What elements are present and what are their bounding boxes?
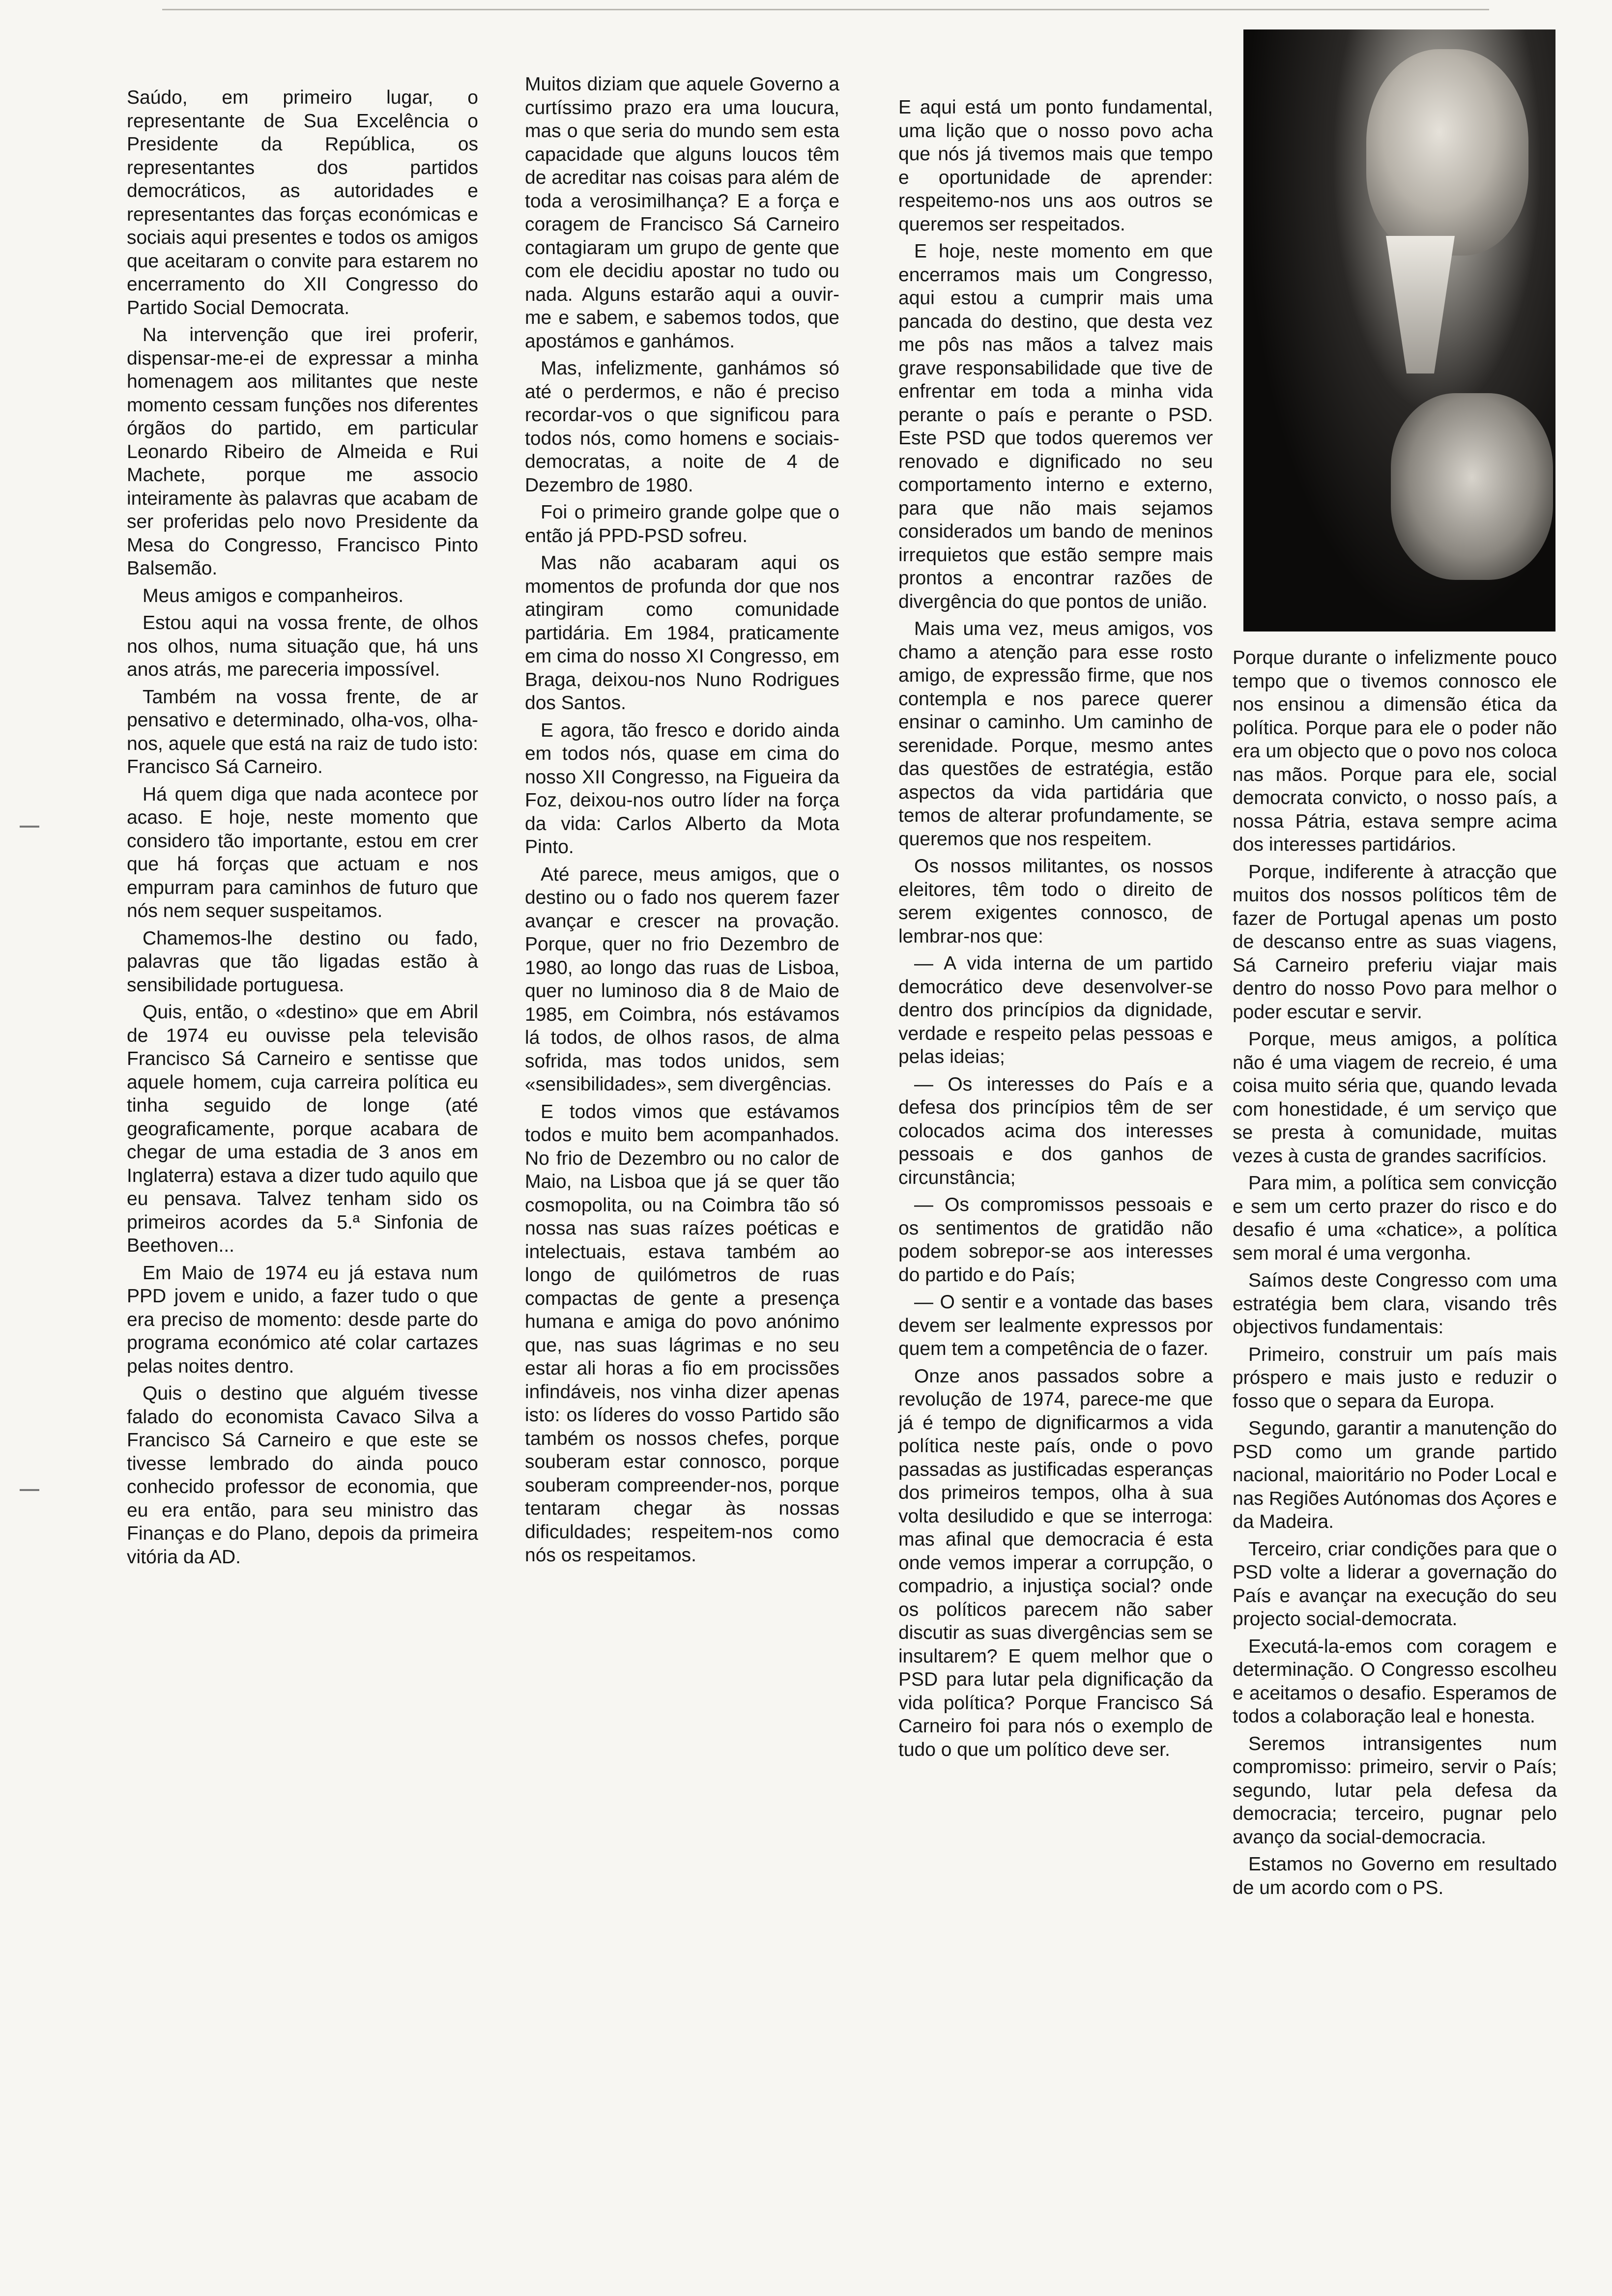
article-column-3 (898, 96, 1213, 1765)
portrait-photo (1243, 29, 1555, 631)
paragraph: Porque, meus amigos, a política não é uma viagem de recreio, é uma coisa muito séria que, quando levada com honestidade, é um serviço que se presta à comunidade, muitas vezes à custa de grandes sacrifícios. (1233, 1029, 1557, 1167)
paragraph: Primeiro, construir um país mais próspero e mais justo e reduzir o fosso que o separa da Europa. (1233, 1344, 1557, 1412)
paragraph: Para mim, a política sem convicção e sem um certo prazer do risco e do desafio é uma «chatice», a política sem moral é uma vergonha. (1233, 1173, 1557, 1264)
scan-mark (20, 1489, 39, 1491)
paragraph: Os nossos militantes, os nossos eleitores, têm todo o direito de serem exigentes connosco, de lembrar-nos que: (898, 856, 1213, 947)
portrait-hand (1391, 393, 1553, 580)
article-column-4 (1233, 646, 1557, 1903)
paragraph: Meus amigos e companheiros. (143, 585, 404, 606)
paragraph: Na intervenção que irei proferir, dispensar-me-ei de expressar a minha homenagem aos militantes que neste momento cessam funções nos diferentes órgãos do partido, em particular Leonardo Ribeiro de Almeida e Rui Machete, porque me associo inteiramente às palavras que acabam de ser proferidas pelo novo Presidente da Mesa do Congresso, Francisco Pinto Balsemão. (127, 324, 478, 579)
paragraph: Estou aqui na vossa frente, de olhos nos olhos, numa situação que, há uns anos atrás, me pareceria impossível. (127, 612, 478, 680)
paragraph: Saúdo, em primeiro lugar, o representante de Sua Excelência o Presidente da República, os representantes dos partidos democráticos, as autoridades e representantes das forças económicas e sociais aqui presentes e todos os amigos que aceitaram o convite para estarem no encerramento do XII Congresso do Partido Social Democrata. (127, 87, 478, 318)
portrait-collar (1386, 236, 1455, 373)
paragraph: Segundo, garantir a manutenção do PSD como um grande partido nacional, maioritário no Poder Local e nas Regiões Autónomas dos Açores e da Madeira. (1233, 1418, 1557, 1532)
paragraph: Há quem diga que nada acontece por acaso. E hoje, neste momento que considero tão importante, estou em crer que há forças que actuam e nos empurram para caminhos de futuro que nós nem sequer suspeitamos. (127, 783, 478, 921)
paragraph: — O sentir e a vontade das bases devem ser lealmente expressos por quem tem a competência de o fazer. (898, 1292, 1213, 1359)
paragraph: — Os compromissos pessoais e os sentimentos de gratidão não podem sobrepor-se aos interesses do partido e do País; (898, 1194, 1213, 1286)
paragraph: Onze anos passados sobre a revolução de 1974, parece-me que já é tempo de dignificarmos a vida política neste país, onde o povo passadas as justificadas esperanças dos primeiros tempos, olha à sua volta desiludido e que se interroga: mas afinal que democracia é esta onde vemos imperar a corrupção, o compadrio, a injustiça social? onde os políticos parecem não saber discutir as suas divergências sem se insultarem? E quem melhor que o PSD para lutar pela dignificação da vida política? Porque Francisco Sá Carneiro foi para nós o exemplo de tudo o que um político deve ser. (898, 1365, 1213, 1760)
paragraph: Muitos diziam que aquele Governo a curtíssimo prazo era uma loucura, mas o que seria do mundo sem esta capacidade que alguns loucos têm de acreditar nas coisas para além de toda a verosimilhança? E a força e coragem de Francisco Sá Carneiro contagiaram um grupo de gente que com ele decidiu apostar no tudo ou nada. Alguns estarão aqui a ouvir-me e sabem, e sabemos todos, que apostámos e ganhámos. (525, 74, 839, 352)
paragraph: Mas, infelizmente, ganhámos só até o perdermos, e não é preciso recordar-vos o que significou para todos nós, como homens e sociais-democratas, a noite de 4 de Dezembro de 1980. (525, 358, 839, 496)
paragraph: Seremos intransigentes num compromisso: primeiro, servir o País; segundo, lutar pela defesa da democracia; terceiro, pugnar pelo avanço da social-democracia. (1233, 1733, 1557, 1848)
paragraph: Quis, então, o «destino» que em Abril de 1974 eu ouvisse pela televisão Francisco Sá Carneiro e sentisse que aquele homem, cuja carreira política eu tinha seguido de longe (até geograficamente, porque acabara de chegar de uma estadia de 3 anos em Inglaterra) estava a dizer tudo aquilo que eu pensava. Talvez tenham sido os primeiros acordes da 5.ª Sinfonia de Beethoven... (127, 1002, 478, 1256)
paragraph: Foi o primeiro grande golpe que o então já PPD-PSD sofreu. (525, 502, 839, 546)
scan-mark (20, 826, 39, 828)
paragraph: Porque durante o infelizmente pouco tempo que o tivemos connosco ele nos ensinou a dimensão ética da política. Porque para ele o poder não era um objecto que o povo nos coloca nas mãos. Porque para ele, social democrata convicto, o nosso país, a nossa Pátria, estava sempre acima dos interesses partidários. (1233, 647, 1557, 855)
paragraph: Em Maio de 1974 eu já estava num PPD jovem e unido, a fazer tudo o que era preciso de momento: desde parte do programa económico até colar cartazes pelas noites dentro. (127, 1262, 478, 1377)
article-column-1 (127, 86, 478, 1573)
paragraph: E agora, tão fresco e dorido ainda em todos nós, quase em cima do nosso XII Congresso, na Figueira da Foz, deixou-nos outro líder na força da vida: Carlos Alberto da Mota Pinto. (525, 719, 839, 858)
paragraph: Quis o destino que alguém tivesse falado do economista Cavaco Silva a Francisco Sá Carneiro e que este se tivesse lembrado do ainda pouco conhecido professor de economia, que eu era então, para seu ministro das Finanças e do Plano, depois da primeira vitória da AD. (127, 1383, 478, 1568)
paragraph: Executá-la-emos com coragem e determinação. O Congresso escolheu e aceitamos o desafio. Esperamos de todos a colaboração leal e honesta. (1233, 1636, 1557, 1727)
paragraph: — Os interesses do País e a defesa dos princípios têm de ser colocados acima dos interesses pessoais e dos ganhos de circunstância; (898, 1073, 1213, 1188)
paragraph: Chamemos-lhe destino ou fado, palavras que tão ligadas estão à sensibilidade portuguesa. (127, 927, 478, 996)
paragraph: E hoje, neste momento em que encerramos mais um Congresso, aqui estou a cumprir mais uma pancada do destino, que desta vez me pôs nas mãos a talvez mais grave responsabilidade que tive de enfrentar em toda a minha vida perante o país e perante o PSD. Este PSD que todos queremos ver renovado e dignificado no seu comportamento interno e externo, para que não mais sejamos considerados um bando de meninos irrequietos que estão sempre mais prontos a encontrar razões de divergência do que pontos de união. (898, 241, 1213, 612)
paragraph: Estamos no Governo em resultado de um acordo com o PS. (1233, 1854, 1557, 1898)
paragraph: Saímos deste Congresso com uma estratégia bem clara, visando três objectivos fundamentais: (1233, 1270, 1557, 1338)
article-column-2 (525, 73, 839, 1571)
paragraph: Porque, indiferente à atracção que muitos dos nossos políticos têm de fazer de Portugal apenas um posto de descanso entre as suas viagens, Sá Carneiro preferiu viajar mais dentro do nosso Povo para melhor o poder escutar e servir. (1233, 861, 1557, 1023)
paragraph: — A vida interna de um partido democrático deve desenvolver-se dentro dos princípios da dignidade, verdade e respeito pelas pessoas e pelas ideias; (898, 953, 1213, 1067)
paragraph: Mas não acabaram aqui os momentos de profunda dor que nos atingiram como comunidade partidária. Em 1984, praticamente em cima do nosso XI Congresso, em Braga, deixou-nos Nuno Rodrigues dos Santos. (525, 552, 839, 714)
paragraph: Também na vossa frente, de ar pensativo e determinado, olha-vos, olha-nos, aquele que está na raiz de tudo isto: Francisco Sá Carneiro. (127, 686, 478, 777)
paragraph: Mais uma vez, meus amigos, vos chamo a atenção para esse rosto amigo, de expressão firme, que nos contempla e nos parece querer ensinar o caminho. Um caminho de serenidade. Porque, mesmo antes das questões de estratégia, estão aspectos da vida partidária que temos de alterar profundamente, se queremos que nos respeitem. (898, 618, 1213, 850)
paragraph: E aqui está um ponto fundamental, uma lição que o nosso povo acha que nós já tivemos mais que tempo e oportunidade de aprender: respeitemo-nos uns aos outros se queremos ser respeitados. (898, 97, 1213, 235)
top-rule (162, 9, 1489, 10)
portrait-face (1366, 49, 1528, 256)
paragraph: E todos vimos que estávamos todos e muito bem acompanhados. No frio de Dezembro ou no calor de Maio, na Lisboa que já se quer tão cosmopolita, ou na Coimbra tão só nossa nas suas raízes poéticas e intelectuais, estava também ao longo de quilómetros de ruas compactas de gente a presença humana e amiga do povo anónimo que, nas suas lágrimas e no seu estar ali horas a fio em procissões infindáveis, nos vinha dizer apenas isto: os líderes do vosso Partido são também os nossos chefes, porque souberam estar connosco, porque souberam compreender-nos, porque tentaram chegar às nossas dificuldades; respeitem-nos como nós os respeitamos. (525, 1101, 839, 1566)
paragraph: Terceiro, criar condições para que o PSD volte a liderar a governação do País e avançar na execução do seu projecto social-democrata. (1233, 1538, 1557, 1630)
paragraph: Até parece, meus amigos, que o destino ou o fado nos querem fazer avançar e crescer na provação. Porque, quer no frio Dezembro de 1980, ao longo das ruas de Lisboa, quer no luminoso dia 8 de Maio de 1985, em Coimbra, nós estávamos lá todos, de olhos rasos, de alma sofrida, mas todos unidos, sem «sensibilidades», sem divergências. (525, 863, 839, 1095)
